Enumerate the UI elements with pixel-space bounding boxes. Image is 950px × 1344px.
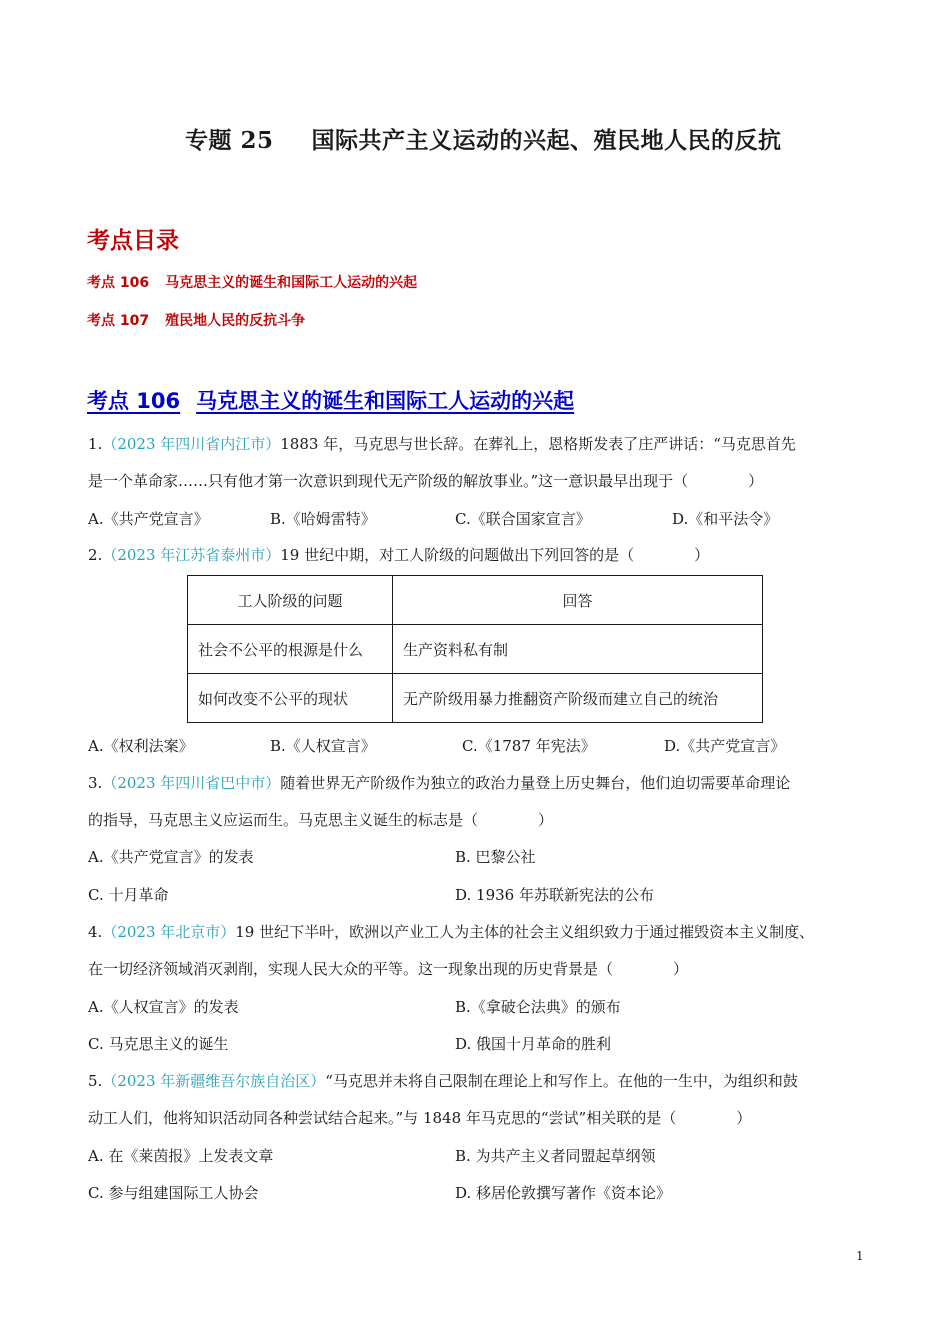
section-heading — [87, 385, 574, 415]
toc-item-code: 考点 106 — [87, 275, 150, 291]
table-header-row — [188, 576, 763, 625]
question-text: 1883 年，马克思与世长辞。在葬礼上，恩格斯发表了庄严讲话：“马克思首先 — [280, 435, 796, 453]
question-source: （2023 年四川省巴中市） — [102, 774, 281, 792]
question-3-line-1 — [88, 773, 868, 793]
question-3-line-2: 的指导，马克思主义应运而生。马克思主义诞生的标志是（ ） — [88, 811, 554, 829]
table-header-cell: 回答 — [393, 576, 763, 625]
table-header-cell: 工人阶级的问题 — [188, 576, 393, 625]
question-2-option-d[interactable]: D.《共产党宣言》 — [664, 737, 786, 755]
page-number: 1 — [856, 1249, 864, 1263]
table-cell: 生产资料私有制 — [393, 625, 763, 674]
question-3-option-c[interactable]: C. 十月革命 — [88, 886, 169, 904]
question-4-option-a[interactable]: A.《人权宣言》的发表 — [88, 998, 239, 1016]
table-cell: 如何改变不公平的现状 — [188, 674, 393, 723]
table-row — [188, 674, 763, 723]
toc-item-label: 马克思主义的诞生和国际工人运动的兴起 — [165, 275, 418, 291]
topic-number: 专题 25 — [185, 127, 274, 154]
question-2-line-1 — [88, 545, 868, 565]
question-3-option-d[interactable]: D. 1936 年苏联新宪法的公布 — [455, 886, 654, 904]
question-3-option-b[interactable]: B. 巴黎公社 — [455, 848, 536, 866]
question-5-option-b[interactable]: B. 为共产主义者同盟起草纲领 — [455, 1147, 656, 1165]
question-5-line-2: 动工人们，他将知识活动同各种尝试结合起来。”与 1848 年马克思的“尝试”相关联的是（ ） — [88, 1109, 752, 1127]
question-1-option-a[interactable]: A.《共产党宣言》 — [88, 510, 209, 528]
question-1-line-1 — [88, 434, 868, 454]
question-source: （2023 年新疆维吾尔族自治区） — [102, 1072, 326, 1090]
question-4-line-2: 在一切经济领域消灭剥削，实现人民大众的平等。这一现象出现的历史背景是（ ） — [88, 960, 689, 978]
question-2-option-c[interactable]: C.《1787 年宪法》 — [462, 737, 596, 755]
question-1-option-c[interactable]: C.《联合国家宣言》 — [455, 510, 591, 528]
question-5-option-a[interactable]: A. 在《莱茵报》上发表文章 — [88, 1147, 274, 1165]
question-4-option-c[interactable]: C. 马克思主义的诞生 — [88, 1035, 229, 1053]
toc-item-107[interactable] — [87, 310, 305, 330]
question-source: （2023 年北京市） — [102, 923, 236, 941]
question-5-option-d[interactable]: D. 移居伦敦撰写著作《资本论》 — [455, 1184, 672, 1202]
question-1-option-b[interactable]: B.《哈姆雷特》 — [270, 510, 376, 528]
question-number: 5. — [88, 1072, 103, 1090]
question-2-table — [187, 575, 763, 723]
section-code: 考点 106 — [87, 389, 181, 413]
toc-item-code: 考点 107 — [87, 313, 150, 329]
question-5-line-1 — [88, 1071, 868, 1091]
question-4-option-d[interactable]: D. 俄国十月革命的胜利 — [455, 1035, 612, 1053]
question-text: “马克思并未将自己限制在理论上和写作上。在他的一生中，为组织和鼓 — [325, 1072, 798, 1090]
toc-item-label: 殖民地人民的反抗斗争 — [165, 313, 306, 329]
question-2-option-b[interactable]: B.《人权宣言》 — [270, 737, 376, 755]
question-text: 19 世纪下半叶，欧洲以产业工人为主体的社会主义组织致力于通过摧毁资本主义制度、 — [235, 923, 815, 941]
question-number: 2. — [88, 546, 103, 564]
question-text: 19 世纪中期，对工人阶级的问题做出下列回答的是（ ） — [280, 546, 710, 564]
section-title: 马克思主义的诞生和国际工人运动的兴起 — [196, 389, 575, 413]
question-text: 随着世界无产阶级作为独立的政治力量登上历史舞台，他们迫切需要革命理论 — [280, 774, 791, 792]
question-1-line-2: 是一个革命家……只有他才第一次意识到现代无产阶级的解放事业。”这一意识最早出现于（ ） — [88, 472, 764, 490]
question-4-option-b[interactable]: B.《拿破仑法典》的颁布 — [455, 998, 621, 1016]
question-number: 4. — [88, 923, 103, 941]
question-2-option-a[interactable]: A.《权利法案》 — [88, 737, 194, 755]
question-source: （2023 年江苏省泰州市） — [102, 546, 281, 564]
question-5-option-c[interactable]: C. 参与组建国际工人协会 — [88, 1184, 259, 1202]
table-cell: 社会不公平的根源是什么 — [188, 625, 393, 674]
topic-title: 国际共产主义运动的兴起、殖民地人民的反抗 — [311, 127, 782, 154]
page-title — [185, 122, 905, 155]
question-source: （2023 年四川省内江市） — [102, 435, 281, 453]
question-1-option-d[interactable]: D.《和平法令》 — [672, 510, 779, 528]
table-row — [188, 625, 763, 674]
question-4-line-1 — [88, 922, 868, 942]
table-cell: 无产阶级用暴力推翻资产阶级而建立自己的统治 — [393, 674, 763, 723]
question-number: 1. — [88, 435, 103, 453]
toc-heading: 考点目录 — [87, 228, 179, 254]
toc-item-106[interactable] — [87, 272, 417, 292]
question-number: 3. — [88, 774, 103, 792]
question-3-option-a[interactable]: A.《共产党宣言》的发表 — [88, 848, 254, 866]
